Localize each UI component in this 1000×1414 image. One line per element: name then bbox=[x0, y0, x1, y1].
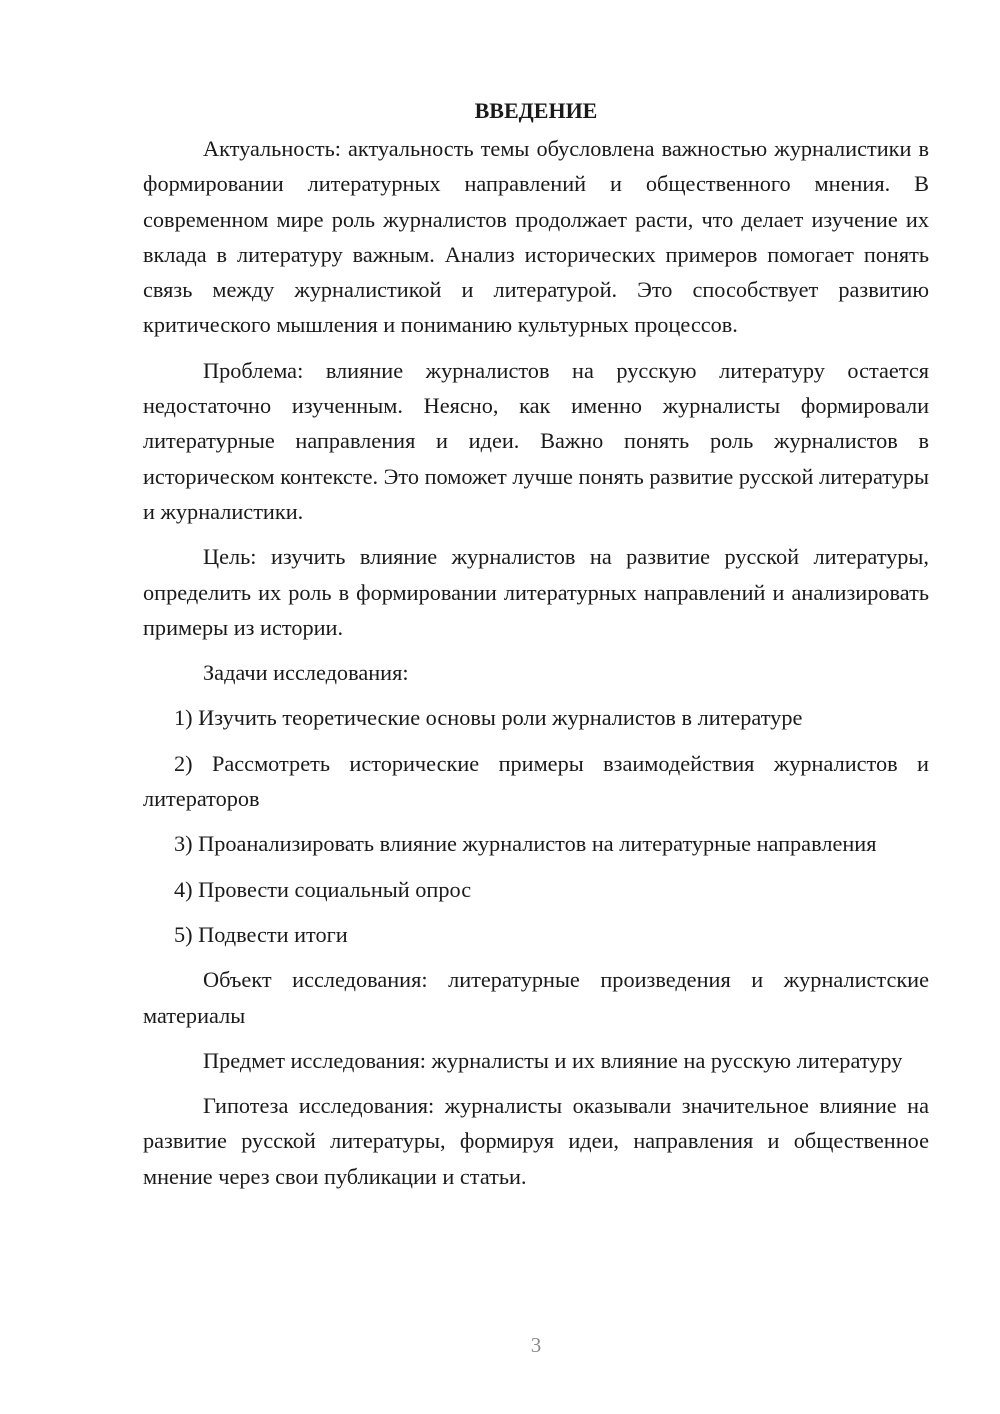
task-item: 3) Проанализировать влияние журналистов на литературные направления bbox=[174, 831, 877, 857]
subject-paragraph: Предмет исследования: журналисты и их влияние на русскую литературу bbox=[203, 1047, 903, 1073]
task-item: 4) Провести социальный опрос bbox=[174, 876, 472, 902]
document-page bbox=[143, 93, 929, 1204]
problem-paragraph: Проблема: влияние журналистов на русскую литературу остается недостаточно изученным. Неясно, как именно журналисты формировали литературные направления и идеи. Важно понять роль журналистов в историческом контексте. Это поможет лучше понять развитие русской литературы и журналистики. bbox=[143, 357, 929, 524]
hypothesis-paragraph: Гипотеза исследования: журналисты оказывали значительное влияние на развитие русской литературы, формируя идеи, направления и общественное мнение через свои публикации и статьи. bbox=[143, 1093, 929, 1189]
task-item: 5) Подвести итоги bbox=[174, 921, 348, 947]
page-number: 3 bbox=[530, 1333, 542, 1357]
relevance-paragraph: Актуальность: актуальность темы обусловлена важностью журналистики в формировании литературных направлений и общественного мнения. В современном мире роль журналистов продолжает расти, что делает изучение их вклада в литературу важным. Анализ исторических примеров помогает понять связь между журналистикой и литературой. Это способствует развитию критического мышления и пониманию культурных процессов. bbox=[143, 136, 929, 338]
task-item: 2) Рассмотреть исторические примеры взаимодействия журналистов и литераторов bbox=[143, 750, 929, 812]
object-paragraph: Объект исследования: литературные произведения и журналистские материалы bbox=[143, 967, 929, 1028]
task-item: 1) Изучить теоретические основы роли журналистов в литературе bbox=[174, 705, 803, 731]
page-title: ВВЕДЕНИЕ bbox=[474, 98, 598, 123]
goal-paragraph: Цель: изучить влияние журналистов на развитие русской литературы, определить их роль в формировании литературных направлений и анализировать примеры из истории. bbox=[143, 544, 929, 640]
tasks-heading: Задачи исследования: bbox=[203, 660, 409, 686]
